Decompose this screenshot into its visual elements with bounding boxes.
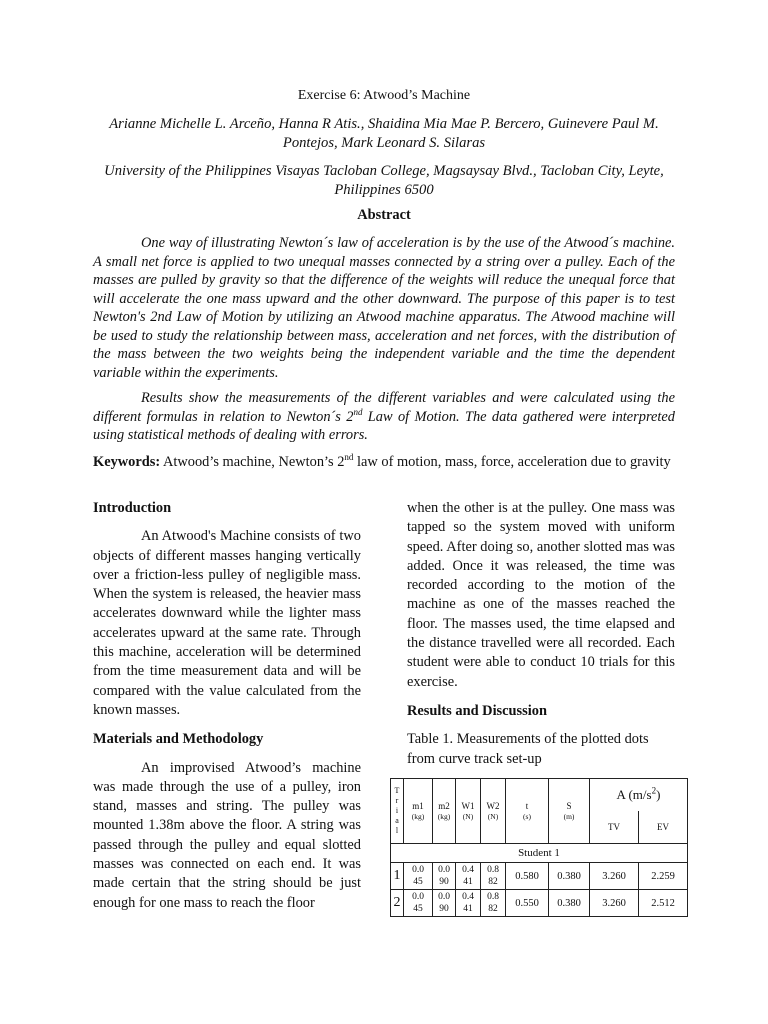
col-header-w1: W1 (N) bbox=[456, 779, 481, 844]
author-list: Arianne Michelle L. Arceño, Hanna R Atis., Shaidina Mia Mae P. Bercero, Guinevere Paul M. Pontejos, Mark Leonard S. Silaras bbox=[109, 116, 659, 151]
results-heading: Results and Discussion bbox=[407, 702, 547, 719]
trial-header: T r i a l bbox=[391, 779, 404, 844]
table-caption: Table 1. Measurements of the plotted dots from curve track set-up bbox=[407, 731, 649, 767]
introduction-heading: Introduction bbox=[93, 500, 172, 516]
col-header-acceleration: A $(m/s^2)$ bbox=[590, 779, 688, 812]
col-header-t: t (s) bbox=[506, 779, 549, 844]
student-label: Student 1 bbox=[391, 844, 688, 863]
keywords: Keywords: Atwood’s machine, Newton’s 2nd law of motion, mass, force, acceleration due to gravity bbox=[93, 452, 671, 470]
table-row: 2 0.0 45 0.0 90 0.4 41 0.8 82 0.550 0.380 3.260 2.512 bbox=[391, 890, 688, 917]
affiliation: University of the Philippines Visayas Tacloban College, Magsaysay Blvd., Tacloban City, Leyte, Philippines 6500 bbox=[104, 163, 664, 198]
col-header-m1: m1 (kg) bbox=[404, 779, 433, 844]
right-column bbox=[407, 499, 675, 775]
keywords-label: Keywords: bbox=[93, 454, 161, 470]
methodology-heading: Materials and Methodology bbox=[93, 731, 264, 748]
paper-title: Exercise 6: Atwood’s Machine bbox=[297, 88, 471, 103]
student-row bbox=[391, 844, 688, 863]
measurements-table bbox=[390, 778, 688, 917]
introduction-paragraph: An Atwood's Machine consists of two objects of different masses hanging vertically over a friction-less pulley of negligible mass. When the system is released, the heavier mass accelerates downward while the lighter mass accelerates upward at the same rate. Through this machine, acceleration will be determined from the time measurement data and will be compared with the value calculated from the known masses. bbox=[93, 528, 361, 718]
col-header-w2: W2 (N) bbox=[481, 779, 506, 844]
abstract-paragraph-2: Results show the measurements of the different variables and were calculated using the different formulas in relation to Newton´s 2nd Law of Motion. The data gathered were interpreted using statistical methods of dealing with errors. bbox=[93, 390, 676, 443]
table-row: 1 0.0 45 0.0 90 0.4 41 0.8 82 0.580 0.380 3.260 2.259 bbox=[391, 863, 688, 890]
col-header-tv: TV bbox=[590, 811, 639, 844]
col-header-s: S (m) bbox=[549, 779, 590, 844]
methodology-paragraph: An improvised Atwood’s machine was made through the use of a pulley, iron stand, masses and string. The pulley was mounted 1.38m above the floor. A string was passed through the pulley and equal slotted masses was connected on each end. It was made certain that the string should be just enough for one mass to reach the floor bbox=[93, 759, 361, 911]
table-header-row bbox=[391, 779, 688, 812]
methodology-paragraph-continued: when the other is at the pulley. One mass was tapped so the system moved with uniform speed. After doing so, another slotted mas was added. Once it was released, the time was recorded according to the motion of the machine as one of the masses reached the floor. The masses used, the time elapsed and the distance travelled were all recorded. Each student were able to conduct 10 trials for this exercise. bbox=[407, 500, 675, 690]
abstract-heading: Abstract bbox=[357, 207, 411, 223]
col-header-ev: EV bbox=[639, 811, 688, 844]
col-header-m2: m2 (kg) bbox=[433, 779, 456, 844]
left-column bbox=[93, 499, 361, 923]
abstract-paragraph-1: One way of illustrating Newton´s law of acceleration is by the use of the Atwood´s machine. A small net force is applied to two unequal masses connected by a string over a pulley. Each of the masses are pulled by gravity so that the difference of the weights will reduce the unequal force that will accelerate the one mass upward and the other downward. The purpose of this paper is to test Newton's 2nd Law of Motion by utilizing an Atwood machine apparatus. The Atwood machine will be used to study the relationship between mass, acceleration and net forces, with the distribution of the mass between the two weights being the independent variable and the time the dependent variable within the experiments. bbox=[93, 235, 675, 381]
